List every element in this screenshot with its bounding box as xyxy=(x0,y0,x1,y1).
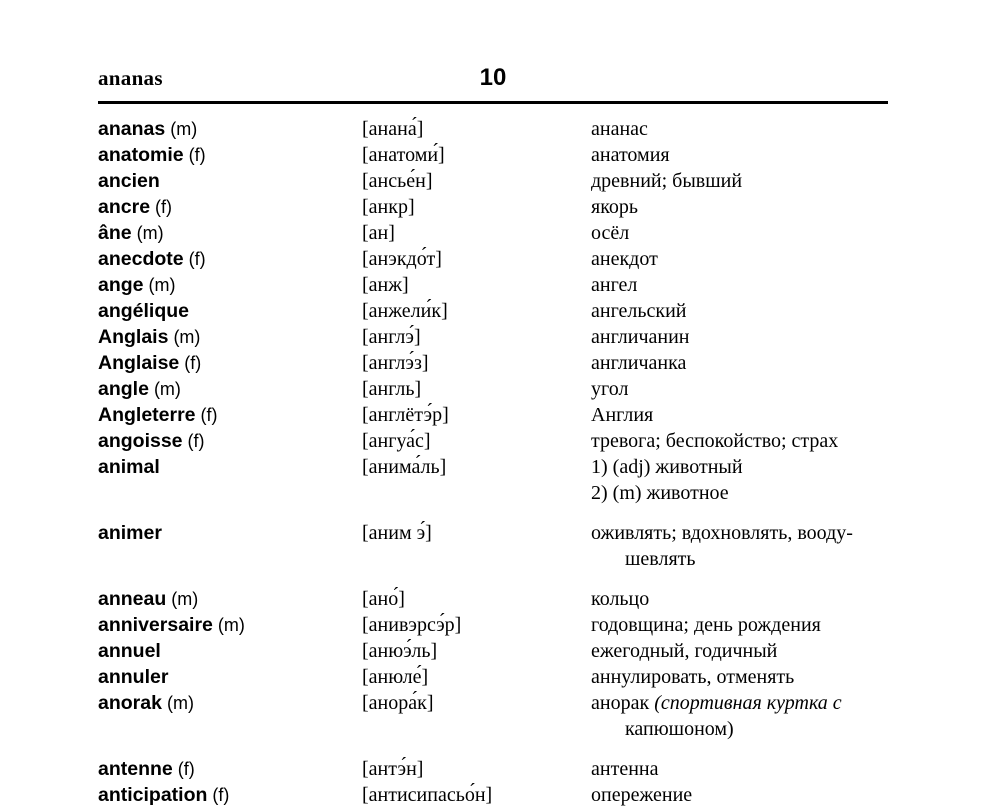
entry-row xyxy=(98,196,898,222)
entry-row xyxy=(98,170,898,196)
entry-transcription: [анэкдо́т] xyxy=(362,248,442,270)
entry-headword: âne xyxy=(98,222,132,244)
dictionary-entry xyxy=(98,222,898,248)
entry-row xyxy=(98,522,898,548)
dictionary-entry xyxy=(98,118,898,144)
dictionary-entry xyxy=(98,300,898,326)
entry-headword: anniversaire xyxy=(98,614,213,636)
entry-row xyxy=(98,784,898,810)
entry-headword-cell xyxy=(98,404,362,427)
entry-transcription: [анивэрсэ́р] xyxy=(362,614,462,636)
entry-transcription: [антэ́н] xyxy=(362,758,424,780)
entry-headword: anorak xyxy=(98,692,162,714)
entry-transcription: [анжели́к] xyxy=(362,300,448,322)
page-number: 10 xyxy=(479,64,507,91)
entry-row xyxy=(98,430,898,456)
entry-row xyxy=(98,144,898,170)
entry-row xyxy=(98,588,898,614)
continuation-spacer xyxy=(362,482,591,508)
entry-gender-marker: (m) xyxy=(165,119,198,139)
entry-headword-cell xyxy=(98,758,362,781)
continuation-spacer xyxy=(98,548,362,574)
entry-row xyxy=(98,404,898,430)
entry-gender-marker: (f) xyxy=(183,145,206,165)
entry-headword: Angleterre xyxy=(98,404,196,426)
entry-transcription: [ан] xyxy=(362,222,395,244)
dictionary-entry xyxy=(98,170,898,196)
entry-gender-marker: (m) xyxy=(168,327,201,347)
entry-definition: ежегодный, годичный xyxy=(591,640,778,662)
entry-gender-marker: (f) xyxy=(183,249,206,269)
entry-headword: angoisse xyxy=(98,430,183,452)
entry-headword-cell xyxy=(98,692,362,715)
entry-headword: ange xyxy=(98,274,144,296)
entry-definition: оживлять; вдохновлять, вооду- xyxy=(591,522,853,544)
entry-list xyxy=(98,118,898,810)
entry-row xyxy=(98,248,898,274)
entry-transcription: [англётэ́р] xyxy=(362,404,449,426)
entry-headword: annuel xyxy=(98,640,161,662)
running-head: ananas xyxy=(98,66,163,90)
continuation-spacer xyxy=(98,718,362,744)
entry-continuation-row xyxy=(98,718,898,744)
dictionary-entry xyxy=(98,196,898,222)
entry-definition: древний; бывший xyxy=(591,170,743,192)
entry-row xyxy=(98,640,898,666)
dictionary-entry xyxy=(98,588,898,614)
entry-headword: ancien xyxy=(98,170,160,192)
entry-row xyxy=(98,326,898,352)
dictionary-entry xyxy=(98,758,898,784)
entry-headword: annuler xyxy=(98,666,169,688)
dictionary-entry xyxy=(98,144,898,170)
entry-definition-note: (спортивная куртка с xyxy=(654,692,842,714)
entry-row xyxy=(98,378,898,404)
entry-headword: anecdote xyxy=(98,248,184,270)
entry-headword-cell xyxy=(98,784,362,807)
entry-gender-marker: (m) xyxy=(161,693,194,713)
dictionary-entry xyxy=(98,274,898,300)
entry-continuation-row xyxy=(98,482,898,508)
entry-transcription: [антисипасьо́н] xyxy=(362,784,493,806)
entry-headword: anneau xyxy=(98,588,167,610)
entry-definition: ананас xyxy=(591,118,648,140)
entry-headword: angle xyxy=(98,378,149,400)
dictionary-entry xyxy=(98,430,898,456)
dictionary-entry xyxy=(98,640,898,666)
continuation-spacer xyxy=(362,548,591,574)
entry-headword: ananas xyxy=(98,118,166,140)
dictionary-entry xyxy=(98,352,898,378)
entry-transcription: [анима́ль] xyxy=(362,456,447,478)
entry-definition: 1) (adj) животный xyxy=(591,456,743,478)
entry-transcription: [анж] xyxy=(362,274,409,296)
entry-row xyxy=(98,456,898,482)
entry-headword: animer xyxy=(98,522,162,544)
entry-definition-continuation: шевлять xyxy=(625,548,696,570)
entry-definition: угол xyxy=(591,378,629,400)
entry-transcription: [англэ́з] xyxy=(362,352,429,374)
entry-headword-cell xyxy=(98,196,362,219)
entry-gender-marker: (f) xyxy=(207,785,230,805)
dictionary-entry xyxy=(98,326,898,352)
entry-definition: англичанин xyxy=(591,326,690,348)
entry-gap xyxy=(98,574,898,588)
entry-gender-marker: (f) xyxy=(195,405,218,425)
entry-gap xyxy=(98,508,898,522)
entry-headword-cell xyxy=(98,588,362,611)
entry-continuation-row xyxy=(98,548,898,574)
dictionary-entry xyxy=(98,456,898,508)
entry-row xyxy=(98,692,898,718)
entry-gender-marker: (m) xyxy=(148,379,181,399)
entry-definition: англичанка xyxy=(591,352,687,374)
entry-headword-cell xyxy=(98,614,362,637)
dictionary-entry xyxy=(98,784,898,810)
entry-headword-cell xyxy=(98,274,362,297)
entry-headword: animal xyxy=(98,456,160,478)
entry-headword-cell xyxy=(98,118,362,141)
dictionary-entry xyxy=(98,692,898,744)
entry-row xyxy=(98,222,898,248)
entry-headword-cell xyxy=(98,326,362,349)
entry-definition: кольцо xyxy=(591,588,650,610)
entry-row xyxy=(98,300,898,326)
entry-headword: angélique xyxy=(98,300,190,322)
entry-headword-cell xyxy=(98,666,362,689)
entry-headword-cell xyxy=(98,640,362,663)
entry-definition: аннулировать, отменять xyxy=(591,666,795,688)
entry-definition-continuation: 2) (m) животное xyxy=(591,482,729,504)
page-header xyxy=(98,66,888,100)
entry-row xyxy=(98,274,898,300)
entry-definition: тревога; беспокойство; страх xyxy=(591,430,839,452)
entry-row xyxy=(98,614,898,640)
entry-definition: Англия xyxy=(591,404,654,426)
entry-transcription: [ангуа́с] xyxy=(362,430,431,452)
entry-definition: ангельский xyxy=(591,300,687,322)
entry-transcription: [англь] xyxy=(362,378,422,400)
entry-definition: осёл xyxy=(591,222,630,244)
entry-row xyxy=(98,118,898,144)
entry-definition: ангел xyxy=(591,274,638,296)
entry-definition: годовщина; день рождения xyxy=(591,614,821,636)
entry-headword-cell xyxy=(98,456,362,479)
entry-headword-cell xyxy=(98,522,362,545)
entry-definition: опережение xyxy=(591,784,693,806)
entry-transcription: [ано́] xyxy=(362,588,405,610)
entry-transcription: [анора́к] xyxy=(362,692,434,714)
entry-gender-marker: (f) xyxy=(179,353,202,373)
header-rule xyxy=(98,101,888,104)
entry-headword-cell xyxy=(98,248,362,271)
entry-gender-marker: (m) xyxy=(143,275,176,295)
entry-definition: якорь xyxy=(591,196,639,218)
entry-transcription: [аним э́] xyxy=(362,522,432,544)
entry-gender-marker: (m) xyxy=(166,589,199,609)
dictionary-entry xyxy=(98,248,898,274)
entry-headword-cell xyxy=(98,430,362,453)
entry-gender-marker: (m) xyxy=(131,223,164,243)
entry-transcription: [анюле́] xyxy=(362,666,429,688)
entry-transcription: [анюэ́ль] xyxy=(362,640,438,662)
dictionary-entry xyxy=(98,522,898,574)
entry-transcription: [анкр] xyxy=(362,196,415,218)
entry-headword: antenne xyxy=(98,758,173,780)
entry-definition xyxy=(591,692,898,715)
entry-transcription: [анатоми́] xyxy=(362,144,445,166)
dictionary-entry xyxy=(98,666,898,692)
entry-headword: ancre xyxy=(98,196,151,218)
continuation-spacer xyxy=(362,718,591,744)
entry-definition: антенна xyxy=(591,758,659,780)
entry-gender-marker: (m) xyxy=(212,615,245,635)
entry-transcription: [анана́] xyxy=(362,118,424,140)
entry-row xyxy=(98,758,898,784)
entry-gender-marker: (f) xyxy=(182,431,205,451)
entry-definition-continuation: капюшоном) xyxy=(625,718,734,740)
continuation-spacer xyxy=(98,482,362,508)
dictionary-entry xyxy=(98,378,898,404)
entry-headword-cell xyxy=(98,352,362,375)
entry-headword: Anglais xyxy=(98,326,169,348)
entry-row xyxy=(98,666,898,692)
entry-gender-marker: (f) xyxy=(150,197,173,217)
entry-headword-cell xyxy=(98,222,362,245)
entry-headword-cell xyxy=(98,144,362,167)
entry-headword: anticipation xyxy=(98,784,208,806)
entry-row xyxy=(98,352,898,378)
dictionary-entry xyxy=(98,404,898,430)
entry-transcription: [англэ́] xyxy=(362,326,421,348)
entry-headword-cell xyxy=(98,378,362,401)
entry-headword-cell xyxy=(98,170,362,193)
entry-definition: анатомия xyxy=(591,144,670,166)
entry-headword: Anglaise xyxy=(98,352,180,374)
entry-transcription: [ансье́н] xyxy=(362,170,433,192)
entry-headword: anatomie xyxy=(98,144,184,166)
entry-gender-marker: (f) xyxy=(172,759,195,779)
entry-definition: анекдот xyxy=(591,248,658,270)
entry-gap xyxy=(98,744,898,758)
entry-headword-cell xyxy=(98,300,362,323)
dictionary-entry xyxy=(98,614,898,640)
entry-definition-text: анорак xyxy=(591,692,655,714)
